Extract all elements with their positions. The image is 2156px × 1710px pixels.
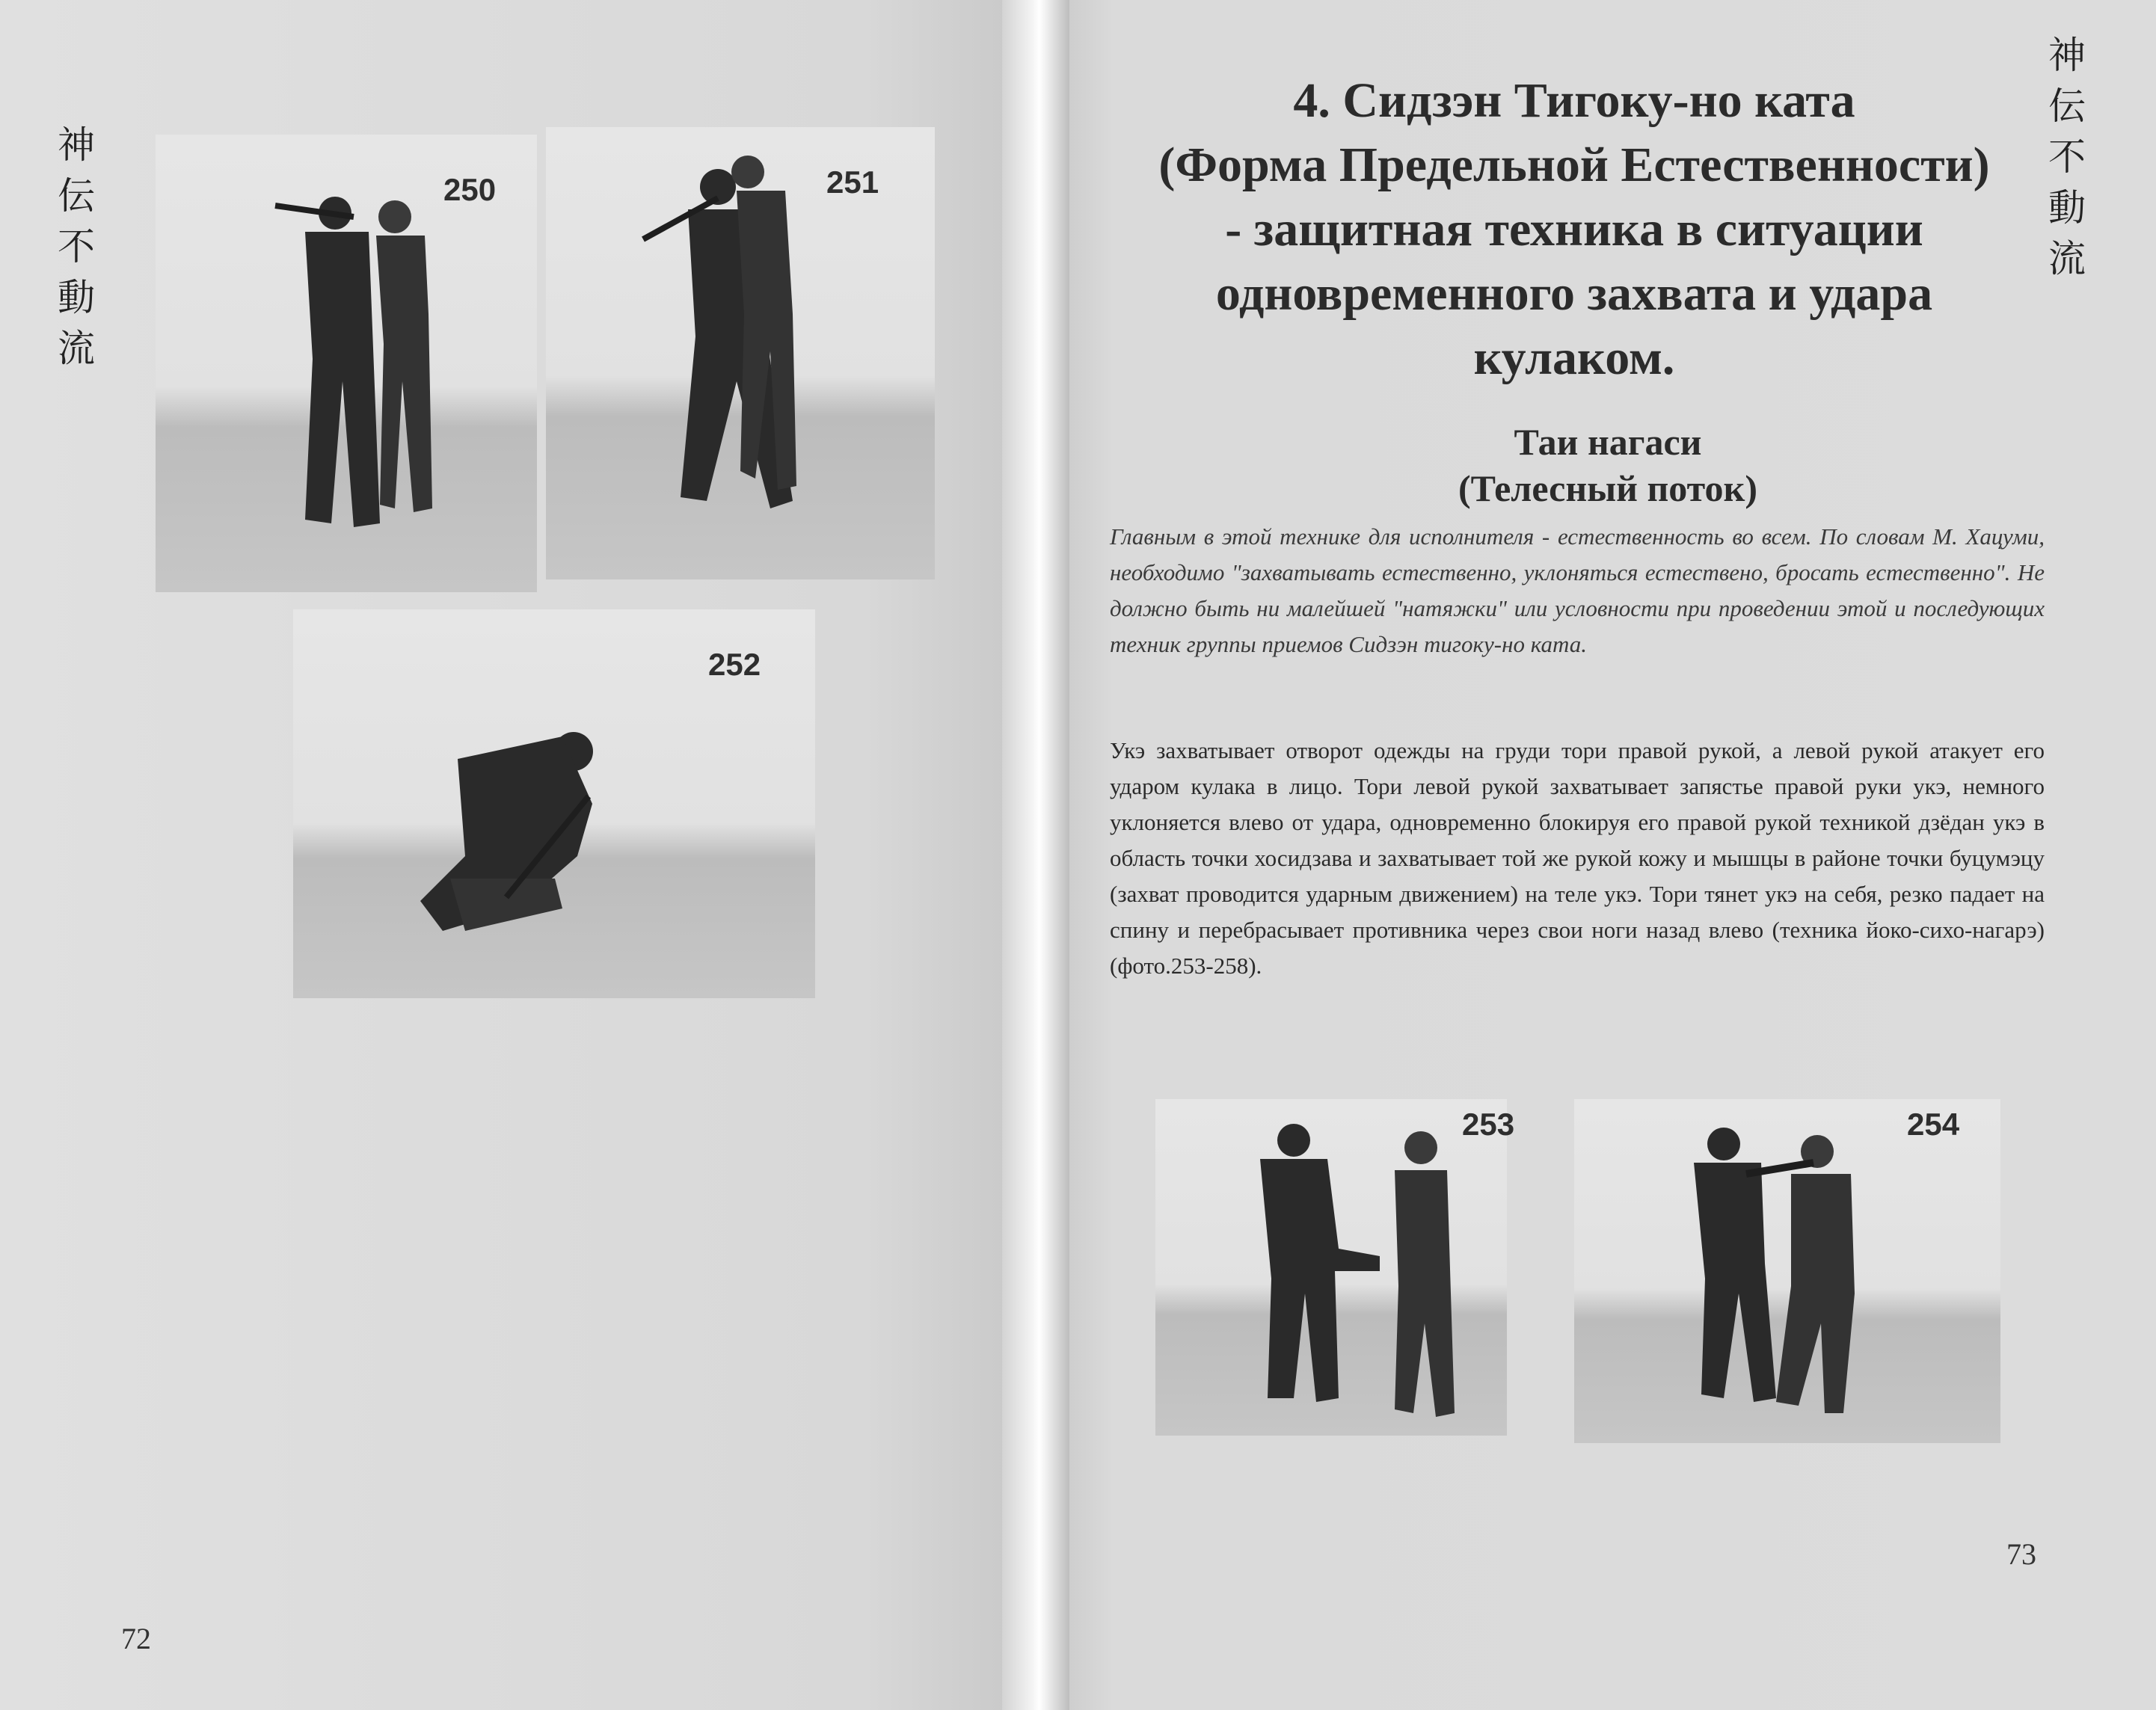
book-gutter (1002, 0, 1069, 1710)
intro-paragraph: Главным в этой технике для исполнителя - естественность во всем. По словам М. Хацуми, необходимо "захватывать естественно, уклоняться естествено, бросать естественно". Не должно быть ни малейшей "натяжки" или условности при проведении этой и последующих техник группы приемов Сидзэн тигоку-но ката. (1110, 523, 2045, 657)
photo-250 (156, 135, 537, 592)
chapter-heading (1099, 69, 2049, 390)
subheading-line: (Телесный поток) (1458, 467, 1757, 509)
photo-number: 252 (708, 647, 761, 682)
photo-254 (1574, 1099, 2000, 1443)
emblem-char: 不 (2048, 135, 2086, 179)
photo-254-figures (1574, 1099, 2000, 1443)
right-emblem-kanji (2045, 30, 2089, 284)
emblem-char: 神 (58, 123, 95, 167)
heading-line: (Форма Предельной Естественности) (1158, 138, 1990, 192)
heading-line: - защитная техника в ситуации (1225, 202, 1923, 256)
left-emblem-kanji (54, 120, 99, 374)
photo-number: 254 (1907, 1107, 1960, 1142)
emblem-char: 神 (2048, 34, 2086, 77)
emblem-char: 不 (58, 225, 95, 268)
photo-251 (546, 127, 935, 579)
photo-253-figures (1155, 1099, 1507, 1436)
emblem-char: 伝 (58, 174, 95, 218)
heading-line: одновременного захвата и удара (1215, 266, 1933, 321)
photo-number: 253 (1462, 1107, 1515, 1142)
emblem-char: 流 (58, 327, 95, 370)
page-number: 72 (121, 1622, 151, 1655)
technique-subheading (1271, 419, 1944, 511)
emblem-char: 伝 (2048, 84, 2086, 128)
photo-252 (293, 609, 815, 998)
photo-253 (1155, 1099, 1515, 1436)
emblem-char: 動 (58, 276, 95, 319)
emblem-char: 流 (2048, 237, 2086, 280)
heading-line: кулаком. (1473, 330, 1675, 385)
subheading-line: Таи нагаси (1514, 421, 1702, 463)
photo-number: 251 (826, 164, 879, 200)
heading-line: 4. Сидзэн Тигоку-но ката (1293, 73, 1855, 128)
emblem-char: 動 (2048, 186, 2086, 230)
body-paragraph: Укэ захватывает отворот одежды на груди тори правой рукой, а левой рукой атакует его ударом кулака в лицо. Тори левой рукой захватывает запястье правой руки укэ, немного уклоняется влево от удара, одновременно блокируя его правой рукой техникой дзёдан укэ в область точки хосидзава и захватывает той же рукой кожу и мышцы в районе точки буцумэцу (захват проводится ударным движением) на теле укэ. Тори тянет укэ на себя, резко падает на спину и перебрасывает противника через свои ноги назад влево (техника йоко-сихо-нагарэ) (фото.253-258). (1110, 737, 2045, 979)
page-number: 73 (2006, 1537, 2036, 1571)
photo-number: 250 (443, 172, 497, 207)
